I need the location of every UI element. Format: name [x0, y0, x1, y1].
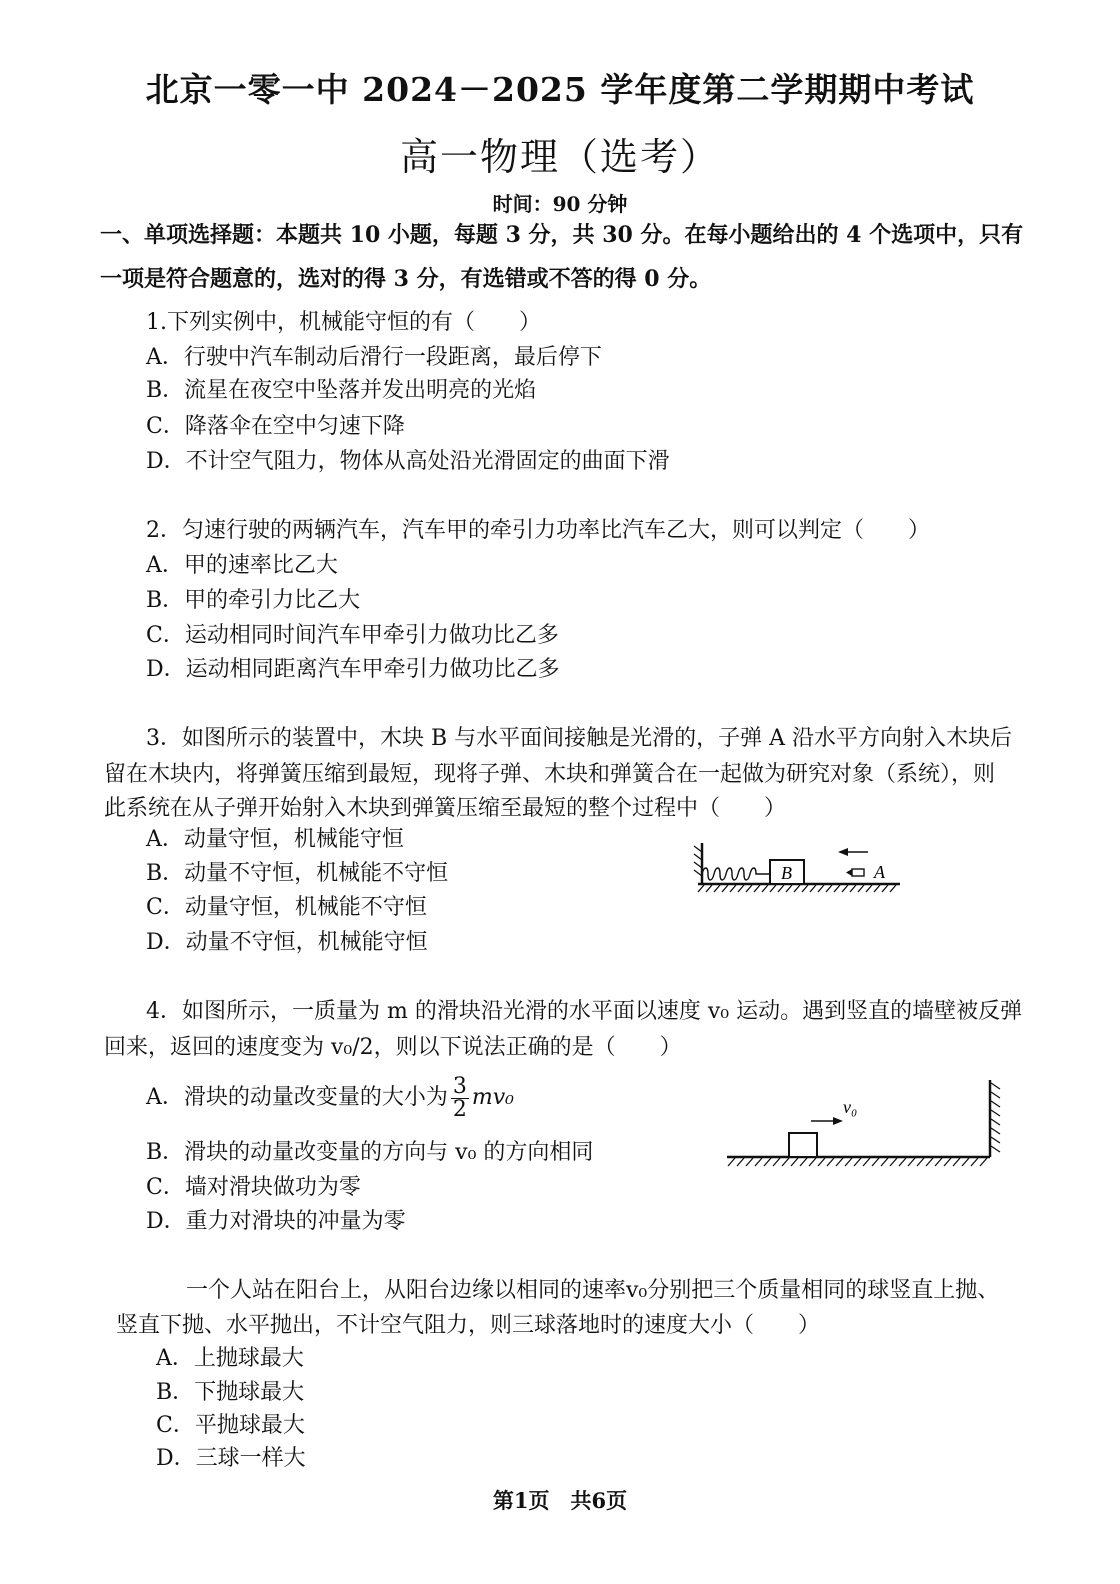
q3-option-d: D．动量不守恒，机械能守恒	[146, 930, 428, 955]
q3-stem-line3: 此系统在从子弹开始射入木块到弹簧压缩至最短的整个过程中（ ）	[104, 796, 787, 821]
q1-option-b: B．流星在夜空中坠落并发出明亮的光焰	[146, 378, 537, 403]
q2-stem: 2．匀速行驶的两辆汽车，汽车甲的牵引力功率比汽车乙大，则可以判定（ ）	[146, 518, 930, 543]
ground	[698, 884, 900, 892]
q4-option-c: C．墙对滑块做功为零	[146, 1175, 361, 1200]
q4-fraction-denominator: 2	[452, 1096, 467, 1122]
exam-subtitle: 高一物理（选考）	[399, 135, 720, 179]
velocity-label: v₀	[843, 1097, 858, 1117]
velocity-arrow-right-icon	[811, 1117, 843, 1125]
q5-stem-line1: 一个人站在阳台上，从阳台边缘以相同的速率v₀分别把三个质量相同的球竖直上抛、	[186, 1278, 1000, 1303]
wall-right	[990, 1080, 1000, 1157]
q3-stem-line1: 3．如图所示的装置中，木块 B 与水平面间接触是光滑的，子弹 A 沿水平方向射入木块后	[146, 726, 1013, 751]
spring	[702, 868, 770, 880]
q3-figure	[690, 838, 905, 898]
block-b-label: B	[781, 863, 792, 883]
q3-option-b: B．动量不守恒，机械能不守恒	[146, 861, 449, 886]
q2-option-c: C．运动相同时间汽车甲牵引力做功比乙多	[146, 623, 559, 648]
bullet-a	[846, 869, 864, 876]
q2-option-b: B．甲的牵引力比乙大	[146, 588, 361, 613]
q2-option-a: A．甲的速率比乙大	[146, 553, 338, 578]
q5-option-b: B．下抛球最大	[156, 1380, 305, 1405]
q1-option-a: A．行驶中汽车制动后滑行一段距离，最后停下	[146, 345, 602, 370]
q4-option-a-fraction	[451, 1073, 469, 1122]
slider-block	[789, 1133, 817, 1157]
section-instructions-line1: 一、单项选择题：本题共 10 小题，每题 3 分，共 30 分。在每小题给出的 4 个选项中，只有	[100, 222, 1024, 248]
exam-time: 时间：90 分钟	[492, 192, 628, 216]
q5-option-d: D．三球一样大	[156, 1446, 306, 1471]
q3-option-c: C．动量守恒，机械能不守恒	[146, 895, 427, 920]
exam-title: 北京一零一中 2024－2025 学年度第二学期期中考试	[145, 70, 975, 109]
q4-option-d: D．重力对滑块的冲量为零	[146, 1209, 406, 1234]
q1-option-c: C．降落伞在空中匀速下降	[146, 414, 405, 439]
q4-stem-line1: 4．如图所示，一质量为 m 的滑块沿光滑的水平面以速度 v₀ 运动。遇到竖直的墙壁被反弹	[146, 999, 1023, 1024]
q5-option-c: C．平抛球最大	[156, 1413, 305, 1438]
q2-option-d: D．运动相同距离汽车甲牵引力做功比乙多	[146, 657, 560, 682]
velocity-arrow-icon	[838, 848, 868, 856]
q1-stem: 1.下列实例中，机械能守恒的有（ ）	[146, 310, 541, 335]
q4-option-b: B．滑块的动量改变量的方向与 v₀ 的方向相同	[146, 1140, 594, 1165]
bullet-a-label: A	[874, 862, 885, 882]
page-footer: 第1页 共6页	[492, 1488, 628, 1513]
q3-stem-line2: 留在木块内，将弹簧压缩到最短，现将子弹、木块和弹簧合在一起做为研究对象（系统），则	[104, 762, 996, 787]
q4-fraction-numerator: 3	[452, 1073, 467, 1099]
wall-left	[694, 843, 702, 884]
q4-option-a-suffix: mv₀	[471, 1085, 514, 1110]
q5-stem-line2: 竖直下抛、水平抛出，不计空气阻力，则三球落地时的速度大小（ ）	[116, 1313, 821, 1338]
q4-option-a	[146, 1070, 514, 1126]
q1-option-d: D．不计空气阻力，物体从高处沿光滑固定的曲面下滑	[146, 449, 670, 474]
q3-option-a: A．动量守恒，机械能守恒	[146, 827, 404, 852]
ground-surface	[727, 1157, 990, 1166]
q4-figure	[725, 1075, 1015, 1175]
q4-stem-line2: 回来，返回的速度变为 v₀/2，则以下说法正确的是（ ）	[104, 1035, 682, 1060]
q5-option-a: A．上抛球最大	[156, 1346, 304, 1371]
q4-option-a-prefix: A．滑块的动量改变量的大小为	[146, 1085, 448, 1110]
section-instructions-line2: 一项是符合题意的，选对的得 3 分，有选错或不答的得 0 分。	[100, 266, 712, 292]
